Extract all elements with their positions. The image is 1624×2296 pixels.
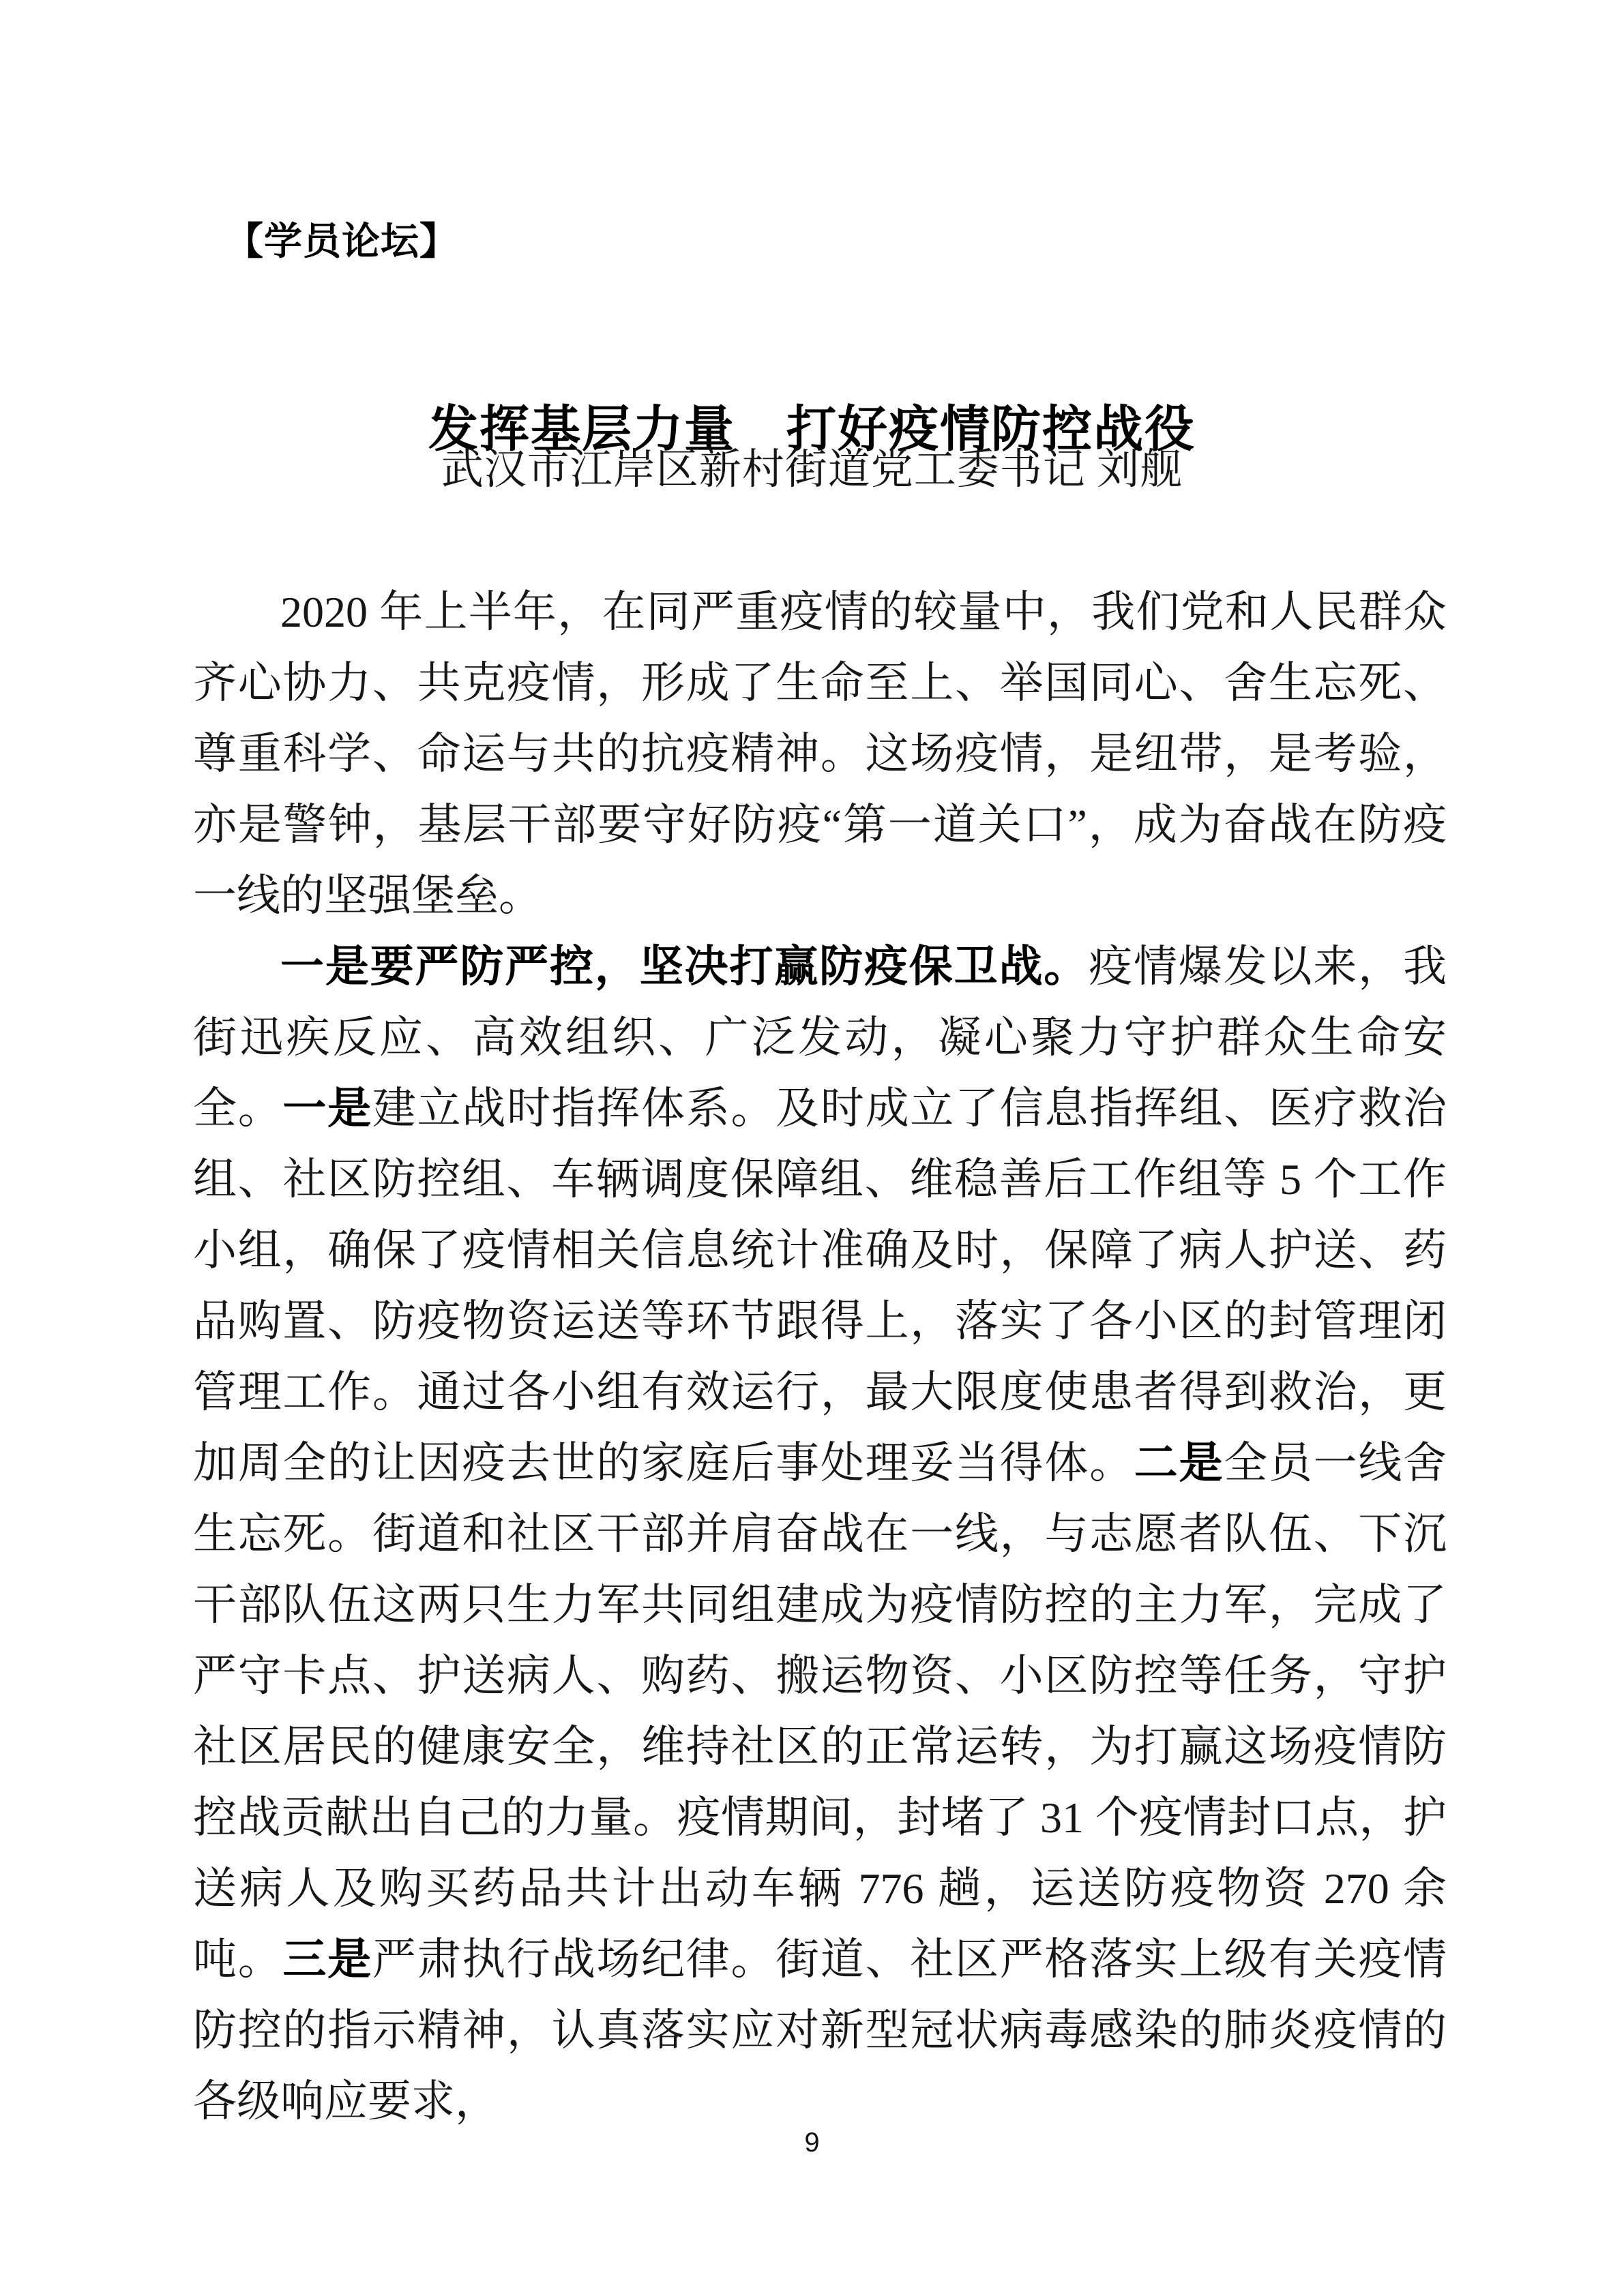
text-run-bold: 二是 [1134, 1439, 1224, 1487]
text-run-bold: 三是 [282, 1935, 372, 1984]
document-byline: 武汉市江岸区新村街道党工委书记 刘舰 [441, 447, 1183, 493]
paragraph [193, 577, 1447, 931]
text-run-bold: 一是要严防严控，坚决打赢防疫保卫战。 [280, 942, 1089, 991]
text-run: 全员一线舍生忘死。街道和社区干部并肩奋战在一线，与志愿者队伍、下沉干部队伍这两只生力军共同组建成为疫情防控的主力军，完成了严守卡点、护送病人、购药、搬运物资、小区防控等任务，守护社区居民的健康安全，维持社区的正常运转，为打赢这场疫情防控战贡献出自己的力量。疫情期间，封堵了 31 个疫情封口点，护送病人及购买药品共计出动车辆 776 趟，运送防疫物资 270 余吨。 [193, 1439, 1447, 1984]
text-run: 2020 年上半年，在同严重疫情的较量中，我们党和人民群众齐心协力、共克疫情，形成了生命至上、举国同心、舍生忘死、尊重科学、命运与共的抗疫精神。这场疫情，是纽带，是考验，亦是警钟，基层干部要守好防疫“第一道关口”，成为奋战在防疫一线的坚强堡垒。 [193, 588, 1447, 920]
document-body [193, 577, 1447, 2137]
paragraph [193, 931, 1447, 2137]
text-run-bold: 一是 [282, 1084, 372, 1133]
text-run: 严肃执行战场纪律。街道、社区严格落实上级有关疫情防控的指示精神，认真落实应对新型冠状病毒感染的肺炎疫情的各级响应要求， [193, 1935, 1447, 2126]
section-header: 【学员论坛】 [225, 220, 458, 263]
document-title: 发挥基层力量 打好疫情防控战役 [428, 401, 1196, 457]
text-run: 建立战时指挥体系。及时成立了信息指挥组、医疗救治组、社区防控组、车辆调度保障组、维稳善后工作组等 5 个工作小组，确保了疫情相关信息统计准确及时，保障了病人护送、药品购置、防疫物资运送等环节跟得上，落实了各小区的封管理闭管理工作。通过各小组有效运行，最大限度使患者得到救治，更加周全的让因疫去世的家庭后事处理妥当得体。 [193, 1084, 1447, 1487]
text-run: 疫情爆发以来，我街迅疾反应、高效组织、广泛发动，凝心聚力守护群众生命安全。 [193, 942, 1447, 1133]
page-number: 9 [804, 2128, 820, 2158]
